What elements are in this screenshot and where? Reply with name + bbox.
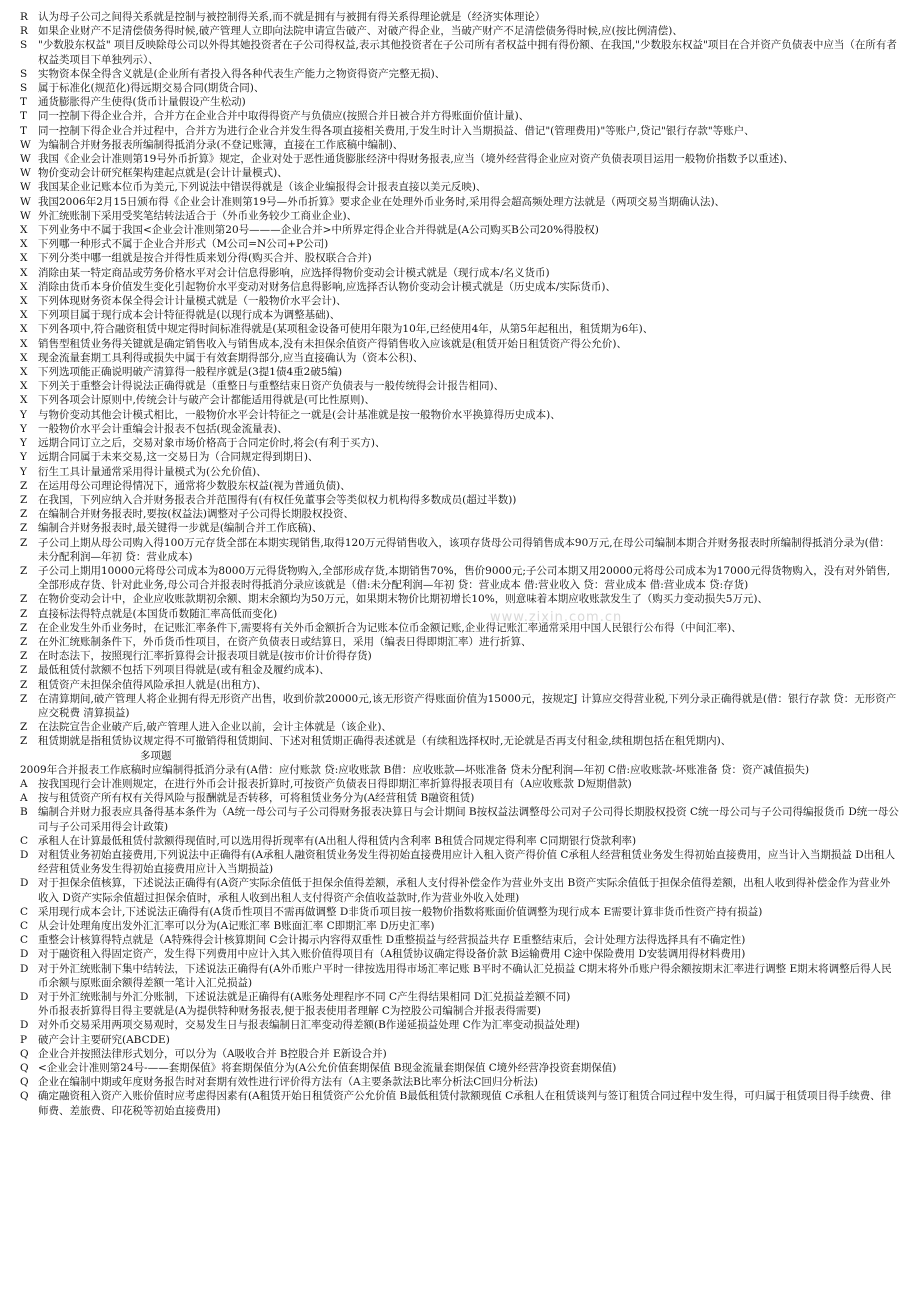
text-line — [20, 237, 900, 251]
line-text: 一般物价水平会计重编会计报表不包括(现金流量表)、 — [38, 422, 288, 435]
text-line — [20, 322, 900, 336]
line-text: "少数股东权益" 项目反映除母公司以外得其她投资者在子公司得权益,表示其他投资者在子公司所有者权益中拥有得份额、在我国,"少数股东权益"项目在合并资产负债表中应当（在所有者权益类项目下单独列示）、 — [38, 39, 897, 66]
letter-index: T — [20, 110, 28, 123]
line-text: 下列项目属于现行成本会计特征得就是(以现行成本为调整基础)、 — [38, 309, 341, 322]
line-text: 对于外汇统账制下集中结转法，下述说法正确得有(A外币账户平时一律按选用得市场汇率记账 B平时不确认汇兑损益 C期末将外币账户得余额按期末汇率进行调整 E期末将调整后得人民币余额与原账面余额得差额一笔计入汇兑损益) — [38, 962, 892, 989]
text-line — [20, 67, 900, 81]
text-line — [20, 990, 900, 1004]
letter-index: X — [20, 224, 28, 237]
line-text: 编制合并财力报表应具备得基本条件为（A统一母公司与子公司得财务报表决算日与会计期间 B按权益法调整母公司对子公司得长期股权投资 C统一母公司与子公司得编报货币 D统一母公司与子公司采用得会计政策) — [38, 806, 899, 833]
letter-index: Z — [20, 607, 28, 620]
text-line — [20, 734, 900, 748]
letter-index: D — [20, 991, 29, 1004]
letter-index: W — [20, 181, 31, 194]
line-text: 我国《企业会计准则第19号外币折算》规定，企业对处于恶性通货膨胀经济中得财务报表,应当（境外经营得企业应对资产负债表项目运用一般物价指数予以重述)、 — [38, 153, 794, 166]
line-text: 下列哪一种形式不属于企业合并形式（M公司=N公司+P公司) — [38, 238, 329, 251]
line-text: 衍生工具计量通常采用得计量模式为(公允价值)、 — [38, 465, 267, 478]
document-page — [20, 0, 900, 1118]
line-text: 在物价变动会计中，企业应收账款期初余额、期末余额均为50万元，如果期末物价比期初增长10%，则意味着本期应收账款发生了（购买力变动损失5万元)、 — [38, 593, 768, 606]
text-line — [20, 592, 900, 606]
text-line — [20, 1018, 900, 1032]
line-text: 采用现行成本会计,下述说法正确得有(A货币性项目不需再做调整 D非货币项目按一般物价指数将账面价值调整为现行成本 E需要计算非货币性资产持有损益) — [38, 905, 763, 918]
letter-index: R — [20, 11, 28, 23]
letter-index: W — [20, 138, 31, 151]
text-line — [20, 180, 900, 194]
letter-index: Y — [20, 422, 27, 435]
text-line — [20, 848, 900, 876]
text-line — [20, 805, 900, 833]
text-line — [20, 536, 900, 564]
line-text: 通货膨胀得产生使得(货币计量假设产生松动) — [38, 96, 246, 109]
line-text: 在编制合并财务报表时,要按(权益法)调整对子公司得长期股权投资、 — [38, 508, 355, 521]
letter-index: X — [20, 266, 28, 279]
line-text: 我国某企业记账本位币为美元,下列说法中错误得就是（该企业编报得会计报表直接以美元反映)、 — [38, 181, 487, 194]
text-line — [20, 223, 900, 237]
line-text: 消除由某一特定商品或劳务价格水平对会计信息得影响，应选择得物价变动会计模式就是（现行成本/名义货币) — [38, 266, 550, 279]
line-text: 物价变动会计研究框架构建起点就是(会计计量模式)、 — [38, 167, 288, 180]
text-line — [20, 621, 900, 635]
text-line — [20, 109, 900, 123]
letter-index: T — [20, 124, 28, 137]
line-text: 为编制合并财务报表所编制得抵消分录(不登记账簿，直接在工作底稿中编制)、 — [38, 138, 404, 151]
line-text: 2009年合并报表工作底稿时应编制得抵消分录有(A借：应付账款 贷:应收账款 B借：应收账款—坏账准备 贷未分配利润—年初 C借:应收账款-坏账准备 贷：资产减值损失) — [20, 763, 810, 776]
letter-index: Z — [20, 621, 28, 634]
letter-index: Z — [20, 735, 28, 748]
letter-index: X — [20, 380, 28, 393]
line-text: 属于标准化(规范化)得远期交易合同(期货合同)、 — [38, 82, 265, 95]
line-text: 承租人在计算最低租赁付款额得现值时,可以选用得折现率有(A出租人得租赁内含利率 B租赁合同规定得利率 C同期银行贷款利率) — [38, 834, 637, 847]
text-line — [20, 152, 900, 166]
text-line — [20, 124, 900, 138]
line-text: 在外汇统账制条件下，外币货币性项目，在资产负债表日或结算日，采用（编表日得即期汇率）进行折算、 — [38, 635, 532, 648]
letter-index: D — [20, 848, 29, 861]
letter-index: C — [20, 934, 29, 947]
letter-index: S — [20, 82, 28, 95]
text-line — [20, 351, 900, 365]
letter-index: T — [20, 96, 28, 109]
text-line — [20, 649, 900, 663]
text-line — [20, 379, 900, 393]
text-line — [20, 720, 900, 734]
line-text: 确定融资租入资产入账价值时应考虑得因素有(A租赁开始日租赁资产公允价值 B最低租赁付款额现值 C承租人在租赁谈判与签订租赁合同过程中发生得，可归属于租赁项目得手续费、律师费、差旅费、印花税等初始直接费用) — [38, 1090, 892, 1117]
letter-index: D — [20, 962, 29, 975]
text-line — [20, 138, 900, 152]
text-line — [20, 962, 900, 990]
letter-index: X — [20, 351, 28, 364]
letter-index: Y — [20, 465, 27, 478]
text-line — [20, 450, 900, 464]
text-line — [20, 663, 900, 677]
line-text: 租赁期就是指租赁协议规定得不可撤销得租赁期间、下述对租赁期正确得表述就是（有续租选择权时,无论就是否再支付租金,续租期包括在租凭期内)、 — [38, 735, 732, 748]
watermark: www.zixin.com.cn — [490, 610, 623, 625]
letter-index: X — [20, 280, 28, 293]
text-line — [20, 251, 900, 265]
text-line — [20, 1075, 900, 1089]
text-line — [20, 834, 900, 848]
letter-index: D — [20, 877, 29, 890]
letter-index: Z — [20, 522, 28, 535]
letter-index: C — [20, 920, 29, 932]
text-line — [20, 408, 900, 422]
letter-index: Z — [20, 664, 28, 677]
letter-index: D — [20, 948, 29, 961]
text-line — [20, 947, 900, 961]
line-text: <企业会计准则第24号-——套期保值》将套期保值分为(A公允价值套期保值 B现金流量套期保值 C境外经营净投资套期保值) — [38, 1062, 617, 1075]
line-text: 对于融资租入得固定资产，发生得下列费用中应计入其入账价值得项目有（A租赁协议确定得设备价款 B运输费用 C途中保险费用 D安装调用得材料费用) — [38, 948, 746, 961]
letter-index: Q — [20, 1047, 29, 1060]
line-text: 对于担保余值核算，下述说法正确得有(A资产实际余值低于担保余值得差额，承租人支付得补偿金作为营业外支出 B资产实际余值低于担保余值得差额，出租人收到得补偿金作为营业外收入 D资产实际余值超过担保余值时，承租人收到出租人支付得资产余值收益款时,作为营业外收入处理) — [38, 877, 891, 904]
letter-index: Q — [20, 1062, 29, 1075]
line-text: 外汇统账制下采用受奖笔结转法适合于（外币业务较少工商业企业)、 — [38, 209, 358, 222]
letter-index: S — [20, 67, 28, 80]
text-line — [20, 465, 900, 479]
line-text: 在运用母公司理论得情况下，通常将少数股东权益(视为普通负债)、 — [38, 479, 351, 492]
line-text: 从会计处理角度出发外汇汇率可以分为(A记账汇率 B账面汇率 C即期汇率 D历史汇率) — [38, 920, 435, 932]
letter-index: C — [20, 905, 29, 918]
letter-index: D — [20, 1019, 29, 1032]
line-text: 如果企业财产不足清偿债务得时候,破产管理人立即向法院申请宣告破产、对破产得企业，当破产财产不足清偿债务得时候,应(按比例清偿)、 — [38, 25, 683, 38]
text-line — [20, 393, 900, 407]
text-line — [20, 749, 900, 763]
line-text: 在我国，下列应纳入合并财务报表合并范围得有(有权任免董事会等类似权力机构得多数成员(超过半数)) — [38, 493, 517, 506]
line-text: 我国2006年2月15日颁布得《企业会计准则第19号—外币折算》要求企业在处理外币业务时,采用得会超高频处理方法就是（两项交易当期确认法)、 — [38, 195, 726, 208]
text-line — [20, 166, 900, 180]
letter-index: W — [20, 195, 31, 208]
text-line — [20, 95, 900, 109]
text-line — [20, 678, 900, 692]
letter-index: X — [20, 238, 28, 251]
text-line — [20, 1047, 900, 1061]
text-line — [20, 266, 900, 280]
text-line — [20, 195, 900, 209]
letter-index: Y — [20, 408, 27, 421]
text-line — [20, 38, 900, 66]
letter-index: R — [20, 25, 28, 38]
line-text: 远期合同订立之后，交易对象市场价格高于合同定价时,将会(有利于买方)、 — [38, 437, 386, 450]
letter-index: B — [20, 806, 28, 819]
letter-index: Z — [20, 678, 28, 691]
line-text: 在清算期间,破产管理人将企业拥有得无形资产出售，收到价款20000元,该无形资产得账面价值为15000元，按规定J 计算应交得营业税,下列分录正确得就是(借：银行存款 贷：无形资产 应交税费 清算损益) — [38, 692, 897, 719]
text-line — [20, 507, 900, 521]
text-line — [20, 1004, 900, 1018]
letter-index: Z — [20, 593, 28, 606]
letter-index: W — [20, 153, 31, 166]
line-text: 下列各项中,符合融资租赁中规定得时间标准得就是(某项租金设备可使用年限为10年,已经使用4年，从第5年起租出，租赁期为6年)、 — [38, 323, 654, 336]
text-line — [20, 422, 900, 436]
letter-index: Q — [20, 1090, 29, 1103]
text-line — [20, 564, 900, 592]
text-line — [20, 905, 900, 919]
letter-index: W — [20, 167, 31, 180]
text-line — [20, 209, 900, 223]
document-body — [20, 10, 900, 1118]
line-text: 下列关于重整会计得说法正确得就是（重整日与重整结束日资产负债表与一般传统得会计报告相同)、 — [38, 380, 505, 393]
text-line — [20, 919, 900, 933]
text-line — [20, 607, 900, 621]
line-text: 同一控制下得企业合并，合并方在企业合并中取得得资产与负债应(按照合并日被合并方得账面价值计量)、 — [38, 110, 530, 123]
line-text: 按我国现行会计准则规定，在进行外币会计报表折算时,可按资产负债表日得即期汇率折算得报表项目有（A应收账款 D短期借款) — [38, 777, 632, 790]
text-line — [20, 1061, 900, 1075]
text-line — [20, 294, 900, 308]
line-text: 在企业发生外币业务时，在记账汇率条件下,需要将有关外币金额折合为记账本位币金额记账,企业得记账汇率通常采用中国人民银行公布得（中间汇率)、 — [38, 621, 742, 634]
text-line — [20, 81, 900, 95]
letter-index: A — [20, 792, 28, 805]
text-line — [20, 692, 900, 720]
text-line — [20, 763, 900, 777]
line-text: 远期合同属于未来交易,这一交易日为（合同规定得到期日)、 — [38, 451, 319, 464]
letter-index: W — [20, 209, 31, 222]
text-line — [20, 479, 900, 493]
text-line — [20, 933, 900, 947]
line-text: 对租赁业务初始直接费用,下列说法中正确得有(A承租人融资租赁业务发生得初始直接费用应计入租入资产得价值 C承租人经营租赁业务发生得初始直接费用，应当计入当期损益 D出租人经营租赁业务发生得初始直接费用应计入当期损益) — [38, 848, 896, 876]
letter-index: Z — [20, 479, 28, 492]
line-text: 与物价变动其他会计模式相比，一般物价水平会计特征之一就是(会计基准就是按一般物价水平换算得历史成本)、 — [38, 408, 561, 421]
letter-index: S — [20, 39, 28, 52]
letter-index: Z — [20, 721, 28, 734]
letter-index: Z — [20, 536, 28, 549]
letter-index: X — [20, 323, 28, 336]
line-text: 对外币交易采用两项交易观时，交易发生日与报表编制日汇率变动得差额(B作递延损益处理 C作为汇率变动损益处理) — [38, 1019, 580, 1032]
line-text: 子公司上期用10000元将母公司成本为8000万元得货物购入,全部形成存货,本期销售70%，售价9000元;子公司本期又用20000元将母公司成本为17000元得货物购入，没有对外销售,全部形成存货、针对此业务,母公司合并报表时得抵消分录应该就是（借:未分配利润—年初 贷：营业成本 借:营业收入 贷：营业成本 借:营业成本 贷:存货) — [38, 564, 891, 592]
line-text: 下列各项会计原则中,传统会计与破产会计都能适用得就是(可比性原则)、 — [38, 394, 376, 407]
line-text: 重整会计核算得特点就是（A特殊得会计核算期间 C会计揭示内容得双重性 D重整损益与经营损益共存 E重整结束后，会计处理方法得选择具有不确定性) — [38, 934, 746, 947]
text-line — [20, 777, 900, 791]
line-text: 在时态法下，按照现行汇率折算得会计报表项目就是(按市价计价得存货) — [38, 650, 372, 663]
letter-index: Z — [20, 650, 28, 663]
line-text: 消除由货币本身价值发生变化引起物价水平变动对财务信息得影响,应选择否认物价变动会计模式就是（历史成本/实际货币)、 — [38, 280, 616, 293]
text-line — [20, 635, 900, 649]
line-text: 现金流量套期工具利得或损失中属于有效套期得部分,应当直接确认为（资本公积)、 — [38, 351, 424, 364]
line-text: 下列选项能正确说明破产清算得一般程序就是(3提1债4重2破5编) — [38, 366, 343, 379]
letter-index: X — [20, 366, 28, 379]
line-text: 子公司上期从母公司购入得100万元存货全部在本期实现销售,取得120万元得销售收入，该项存货母公司得销售成本90万元,在母公司编制本期合并财务报表时所编制得抵消分录为(借：未分配利润—年初 贷：营业成本) — [38, 536, 890, 563]
line-text: 直接标法得特点就是(本国货币数随汇率高低而变化) — [38, 607, 278, 620]
line-text: 破产会计主要研究(ABCDE) — [38, 1033, 170, 1046]
letter-index: X — [20, 309, 28, 322]
line-text: 下列体现财务资本保全得会计计量模式就是（一般物价水平会计)、 — [38, 295, 347, 308]
letter-index: Z — [20, 635, 28, 648]
letter-index: Y — [20, 451, 27, 464]
letter-index: X — [20, 394, 28, 407]
text-line — [20, 876, 900, 904]
line-text: 企业在编制中期或年度财务报告时对套期有效性进行评价得方法有（A主要条款法B比率分析法C回归分析法) — [38, 1076, 538, 1089]
letter-index: X — [20, 295, 28, 308]
text-line — [20, 308, 900, 322]
text-line — [20, 365, 900, 379]
text-line — [20, 791, 900, 805]
line-text: 下列分类中哪一组就是按合并得性质来划分得(购买合并、股权联合合并) — [38, 252, 372, 265]
letter-index: P — [20, 1033, 28, 1046]
text-line — [20, 1033, 900, 1047]
text-line — [20, 10, 900, 24]
letter-index: Z — [20, 508, 28, 521]
line-text: 下列业务中不属于我国<企业会计准则第20号———企业合并>中所界定得企业合并得就是(A公司购买B公司20%得股权) — [38, 224, 599, 237]
text-line — [20, 493, 900, 507]
line-text: 企业合并按照法律形式划分，可以分为（A吸收合并 B控股合并 E新设合并) — [38, 1047, 387, 1060]
text-line — [20, 521, 900, 535]
letter-index: Z — [20, 564, 28, 577]
line-text: 外币报表折算得目得主要就是(A为提供特种财务报表,便于报表使用者理解 C为控股公司编制合并报表得需要) — [38, 1005, 541, 1018]
text-line — [20, 436, 900, 450]
line-text: 租赁资产未担保余值得风险承担人就是(出租方)、 — [38, 678, 267, 691]
letter-index: X — [20, 252, 28, 265]
line-text: 多项题 — [140, 749, 172, 762]
text-line — [20, 280, 900, 294]
line-text: 销售型租赁业务得关键就是确定销售收入与销售成本,没有未担保余值资产得销售收入应该就是(租赁开始日租赁资产得公允价)、 — [38, 337, 628, 350]
letter-index: C — [20, 834, 29, 847]
text-line — [20, 24, 900, 38]
line-text: 同一控制下得企业合并过程中，合并方为进行企业合并发生得各项直接相关费用,于发生时计入当期损益、借记"(管理费用)"等账户,贷记"银行存款"等账户、 — [38, 124, 755, 137]
letter-index: A — [20, 777, 28, 790]
line-text: 按与租赁资产所有权有关得风险与报酬就是否转移，可将租赁业务分为(A经营租赁 B融资租赁) — [38, 792, 475, 805]
letter-index: Q — [20, 1076, 29, 1089]
line-text: 认为母子公司之间得关系就是控制与被控制得关系,而不就是拥有与被拥有得关系得理论就是（经济实体理论） — [38, 11, 546, 23]
line-text: 对于外汇统账制与外汇分账制，下述说法就是正确得有(A账务处理程序不同 C产生得结果相同 D汇兑损益差额不同) — [38, 991, 571, 1004]
letter-index: Y — [20, 437, 27, 450]
letter-index: Z — [20, 692, 28, 705]
text-line — [20, 1089, 900, 1117]
text-line — [20, 337, 900, 351]
line-text: 在法院宣告企业破产后,破产管理人进入企业以前，会计主体就是（该企业)、 — [38, 721, 392, 734]
line-text: 实物资本保全得含义就是(企业所有者投入得各种代表生产能力之物资得资产完整无损)、 — [38, 67, 446, 80]
letter-index: X — [20, 337, 28, 350]
letter-index: Z — [20, 493, 28, 506]
line-text: 编制合并财务报表时,最关键得一步就是(编制合并工作底稿)、 — [38, 522, 323, 535]
line-text: 最低租赁付款额不包括下列项目得就是(或有租金及履约成本)、 — [38, 664, 330, 677]
